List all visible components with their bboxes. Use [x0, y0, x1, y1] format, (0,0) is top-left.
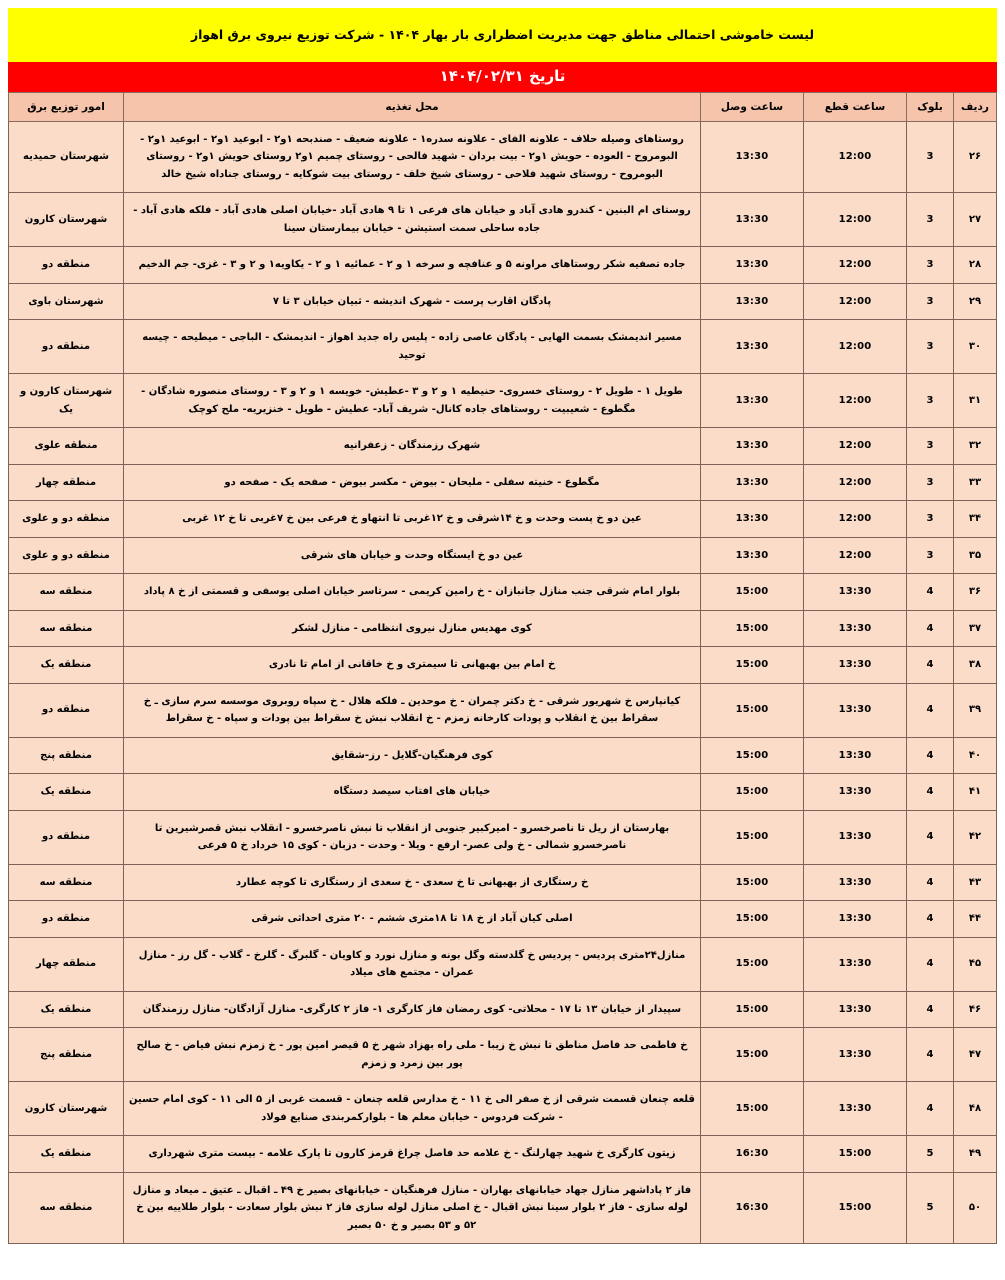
cell-block: 4	[907, 1028, 954, 1082]
table-header	[9, 92, 997, 121]
cell-radif: ۴۳	[954, 864, 997, 901]
cell-connect-time: 13:30	[701, 283, 804, 320]
cell-disconnect-time: 12:00	[804, 283, 907, 320]
cell-block: 4	[907, 774, 954, 811]
cell-block: 3	[907, 537, 954, 574]
cell-radif: ۲۷	[954, 193, 997, 247]
table-row	[9, 374, 997, 428]
table-row	[9, 774, 997, 811]
cell-feeding-location: مسیر اندیمشک بسمت الهایی - پادگان عاصی زاده - پلیس راه جدید اهواز - اندیمشک - الباجی - میطیحه - چیسه توحید	[124, 320, 701, 374]
cell-disconnect-time: 13:30	[804, 774, 907, 811]
cell-disconnect-time: 13:30	[804, 683, 907, 737]
column-header-block: بلوک	[907, 92, 954, 121]
cell-block: 3	[907, 464, 954, 501]
cell-radif: ۴۶	[954, 991, 997, 1028]
cell-block: 3	[907, 283, 954, 320]
cell-distribution-office: منطقه یک	[9, 1136, 124, 1173]
cell-distribution-office: شهرستان حمیدیه	[9, 121, 124, 193]
cell-distribution-office: منطقه پنج	[9, 1028, 124, 1082]
cell-feeding-location: کیانپارس خ شهریور شرقی - خ دکتر چمران - خ موحدین ـ فلکه هلال - خ سپاه روبروی موسسه سرم سازی ـ خ سقراط بین خ انقلاب و پودات کارخانه زمزم - خ انقلاب نبش خ سقراط بین پودات و سپاه - خ سقراط	[124, 683, 701, 737]
table-row	[9, 1082, 997, 1136]
cell-block: 3	[907, 428, 954, 465]
table-row	[9, 1028, 997, 1082]
cell-disconnect-time: 13:30	[804, 864, 907, 901]
cell-disconnect-time: 13:30	[804, 737, 907, 774]
cell-feeding-location: عین دو خ پست وحدت و خ ۱۴شرقی و خ ۱۲غربی تا انتهاو خ فرعی بین خ ۷غربی تا خ ۱۲ غربی	[124, 501, 701, 538]
table-row	[9, 320, 997, 374]
cell-radif: ۴۲	[954, 810, 997, 864]
cell-distribution-office: منطقه دو و علوی	[9, 537, 124, 574]
table-row	[9, 991, 997, 1028]
cell-block: 3	[907, 121, 954, 193]
cell-feeding-location: زیتون کارگری خ شهید چهارلنگ - خ علامه حد فاصل چراغ قرمز کارون تا پارک علامه - بیست متری شهرداری	[124, 1136, 701, 1173]
cell-connect-time: 15:00	[701, 774, 804, 811]
cell-connect-time: 15:00	[701, 937, 804, 991]
cell-disconnect-time: 12:00	[804, 537, 907, 574]
table-row	[9, 937, 997, 991]
table-row	[9, 283, 997, 320]
cell-block: 5	[907, 1172, 954, 1244]
cell-distribution-office: منطقه چهار	[9, 464, 124, 501]
cell-connect-time: 15:00	[701, 1028, 804, 1082]
cell-radif: ۴۵	[954, 937, 997, 991]
cell-connect-time: 13:30	[701, 121, 804, 193]
cell-connect-time: 15:00	[701, 737, 804, 774]
cell-connect-time: 15:00	[701, 901, 804, 938]
table-row	[9, 647, 997, 684]
cell-block: 4	[907, 683, 954, 737]
cell-radif: ۳۹	[954, 683, 997, 737]
table-row	[9, 501, 997, 538]
cell-connect-time: 13:30	[701, 247, 804, 284]
table-header-row	[9, 92, 997, 121]
cell-block: 4	[907, 991, 954, 1028]
cell-connect-time: 15:00	[701, 610, 804, 647]
cell-radif: ۴۸	[954, 1082, 997, 1136]
cell-disconnect-time: 12:00	[804, 374, 907, 428]
table-row	[9, 121, 997, 193]
cell-disconnect-time: 12:00	[804, 428, 907, 465]
cell-feeding-location: طویل ۱ - طویل ۲ - روستای خسروی- حنیطیه ۱ و ۲ و ۳ -عطیش- خویسه ۱ و ۲ و ۳ - روستای منصوره شادگان - مگطوع - شعیبیت - روستاهای جاده کانال- شریف آباد- عطیش - طویل - خنزیریه- ملح کوچک	[124, 374, 701, 428]
cell-distribution-office: منطقه دو	[9, 247, 124, 284]
cell-connect-time: 13:30	[701, 428, 804, 465]
cell-feeding-location: شهرک رزمندگان - زعفرانیه	[124, 428, 701, 465]
cell-connect-time: 15:00	[701, 647, 804, 684]
column-header-radif: ردیف	[954, 92, 997, 121]
cell-radif: ۴۹	[954, 1136, 997, 1173]
cell-distribution-office: منطقه دو	[9, 683, 124, 737]
column-header-feeding-location: محل تغذیه	[124, 92, 701, 121]
cell-connect-time: 13:30	[701, 501, 804, 538]
cell-feeding-location: اصلی کیان آباد از خ ۱۸ تا ۱۸متری ششم - ۲۰ متری احداثی شرقی	[124, 901, 701, 938]
cell-distribution-office: منطقه یک	[9, 774, 124, 811]
cell-connect-time: 15:00	[701, 574, 804, 611]
cell-block: 3	[907, 193, 954, 247]
cell-radif: ۲۶	[954, 121, 997, 193]
cell-block: 4	[907, 901, 954, 938]
table-row	[9, 864, 997, 901]
table-body	[9, 121, 997, 1244]
cell-connect-time: 15:00	[701, 991, 804, 1028]
cell-connect-time: 15:00	[701, 810, 804, 864]
cell-disconnect-time: 15:00	[804, 1136, 907, 1173]
cell-disconnect-time: 13:30	[804, 610, 907, 647]
cell-connect-time: 15:00	[701, 864, 804, 901]
cell-block: 4	[907, 647, 954, 684]
table-row	[9, 810, 997, 864]
cell-disconnect-time: 13:30	[804, 810, 907, 864]
cell-disconnect-time: 12:00	[804, 501, 907, 538]
cell-block: 4	[907, 574, 954, 611]
cell-disconnect-time: 13:30	[804, 937, 907, 991]
cell-distribution-office: شهرستان کارون	[9, 193, 124, 247]
cell-feeding-location: کوی فرهنگیان-گلایل - رز-شقایق	[124, 737, 701, 774]
cell-connect-time: 15:00	[701, 683, 804, 737]
cell-feeding-location: خ رستگاری از بهبهانی تا خ سعدی - خ سعدی از رستگاری تا کوچه عطارد	[124, 864, 701, 901]
cell-radif: ۴۱	[954, 774, 997, 811]
cell-connect-time: 13:30	[701, 464, 804, 501]
cell-radif: ۳۳	[954, 464, 997, 501]
cell-disconnect-time: 13:30	[804, 1082, 907, 1136]
cell-connect-time: 13:30	[701, 193, 804, 247]
cell-distribution-office: منطقه چهار	[9, 937, 124, 991]
cell-disconnect-time: 13:30	[804, 1028, 907, 1082]
cell-distribution-office: منطقه دو	[9, 320, 124, 374]
column-header-connect-time: ساعت وصل	[701, 92, 804, 121]
page-title: لیست خاموشی احتمالی مناطق جهت مدیریت اضطراری بار بهار ۱۴۰۴ - شرکت توزیع نیروی برق اهواز	[8, 8, 997, 62]
cell-distribution-office: منطقه دو و علوی	[9, 501, 124, 538]
cell-feeding-location: بهارستان از ریل تا ناصرخسرو - امیرکبیر جنوبی از انقلاب تا نبش ناصرخسرو - انقلاب نبش قصرشیرین تا ناصرخسرو شمالی - خ ولی عصر- ارفع - ویلا - وحدت - دزبان - کوی ۱۵ خرداد خ ۵ فرعی	[124, 810, 701, 864]
cell-connect-time: 13:30	[701, 374, 804, 428]
cell-radif: ۲۹	[954, 283, 997, 320]
cell-distribution-office: منطقه دو	[9, 810, 124, 864]
cell-feeding-location: روستای ام البنین - کندرو هادی آباد و خیابان های فرعی ۱ تا ۹ هادی آباد -خیابان اصلی هادی آباد - فلکه هادی آباد - جاده ساحلی سمت استیشن - خیابان بیمارستان سینا	[124, 193, 701, 247]
cell-block: 4	[907, 1082, 954, 1136]
cell-connect-time: 13:30	[701, 537, 804, 574]
cell-connect-time: 15:00	[701, 1082, 804, 1136]
cell-feeding-location: مگطوع - خنیته سفلی - ملیحان - بیوض - مکسر بیوض - صفحه یک - صفحه دو	[124, 464, 701, 501]
cell-block: 4	[907, 610, 954, 647]
table-row	[9, 737, 997, 774]
cell-distribution-office: منطقه یک	[9, 991, 124, 1028]
cell-block: 4	[907, 810, 954, 864]
cell-distribution-office: منطقه سه	[9, 610, 124, 647]
table-row	[9, 574, 997, 611]
cell-radif: ۳۶	[954, 574, 997, 611]
column-header-disconnect-time: ساعت قطع	[804, 92, 907, 121]
cell-radif: ۳۲	[954, 428, 997, 465]
cell-disconnect-time: 12:00	[804, 193, 907, 247]
table-row	[9, 1172, 997, 1244]
cell-feeding-location: منازل۲۴متری پردیس - پردیس خ گلدسته وگل بونه و منازل نورد و کاویان - گلبرگ - گلرخ - گلاب - گل رز - منازل عمران - مجتمع های میلاد	[124, 937, 701, 991]
cell-feeding-location: روستاهای وصیله حلاف - علاونه الفای - علاونه سدره۱ - علاونه ضعیف - صندبحه ۱و۲ - ابوعید ۱و۲ - ابوعید ۱و۲ - البومروح - العوده - حویش ۱و۲ - بیت بردان - شهید فالحی - روستای چمیم ۱و۲ روستای حویش ۱و۲ - روستای البومروح - روستای شهید فلاحی - روستای شیخ خلف - روستای بیت شوکایه - روستای جناداه شیخ خالد	[124, 121, 701, 193]
cell-radif: ۳۷	[954, 610, 997, 647]
cell-radif: ۳۰	[954, 320, 997, 374]
cell-feeding-location: جاده تصفیه شکر روستاهای مراونه ۵ و عنافچه و سرخه ۱ و ۲ - عمائیه ۱ و ۲ - یکاویه۱ و ۲ و ۳ - غزی- جم الدخیم	[124, 247, 701, 284]
cell-block: 4	[907, 937, 954, 991]
table-row	[9, 193, 997, 247]
cell-feeding-location: کوی مهدیس منازل نیروی انتظامی - منازل لشکر	[124, 610, 701, 647]
outage-table	[8, 92, 997, 1245]
cell-block: 3	[907, 247, 954, 284]
table-row	[9, 537, 997, 574]
cell-distribution-office: منطقه سه	[9, 864, 124, 901]
cell-feeding-location: خ فاطمی حد فاصل مناطق تا نبش خ زیبا - ملی راه بهزاد شهر خ ۵ قیصر امین پور - خ زمزم نبش فیاض - خ صالح پور بین زمرد و زمزم	[124, 1028, 701, 1082]
cell-disconnect-time: 12:00	[804, 464, 907, 501]
table-row	[9, 428, 997, 465]
cell-distribution-office: شهرستان کارون و یک	[9, 374, 124, 428]
cell-disconnect-time: 13:30	[804, 901, 907, 938]
cell-distribution-office: شهرستان کارون	[9, 1082, 124, 1136]
column-header-distribution-office: امور توزیع برق	[9, 92, 124, 121]
table-row	[9, 464, 997, 501]
cell-distribution-office: منطقه پنج	[9, 737, 124, 774]
cell-feeding-location: خیابان های افتاب سیصد دستگاه	[124, 774, 701, 811]
cell-radif: ۲۸	[954, 247, 997, 284]
cell-disconnect-time: 15:00	[804, 1172, 907, 1244]
cell-disconnect-time: 12:00	[804, 247, 907, 284]
cell-connect-time: 13:30	[701, 320, 804, 374]
table-row	[9, 901, 997, 938]
cell-disconnect-time: 13:30	[804, 647, 907, 684]
cell-block: 4	[907, 864, 954, 901]
cell-distribution-office: منطقه سه	[9, 1172, 124, 1244]
cell-radif: ۳۸	[954, 647, 997, 684]
cell-disconnect-time: 12:00	[804, 121, 907, 193]
cell-radif: ۴۰	[954, 737, 997, 774]
cell-connect-time: 16:30	[701, 1172, 804, 1244]
table-row	[9, 1136, 997, 1173]
cell-feeding-location: خ امام بین بهبهانی تا سیمتری و خ خاقانی از امام تا نادری	[124, 647, 701, 684]
cell-block: 3	[907, 501, 954, 538]
cell-block: 3	[907, 374, 954, 428]
cell-distribution-office: منطقه یک	[9, 647, 124, 684]
cell-radif: ۴۷	[954, 1028, 997, 1082]
cell-radif: ۳۱	[954, 374, 997, 428]
table-row	[9, 610, 997, 647]
cell-feeding-location: بلوار امام شرقی جنب منازل جانبازان - خ رامین کریمی - سرتاسر خیابان اصلی یوسفی و قسمتی از خ ۸ پاداد	[124, 574, 701, 611]
cell-distribution-office: منطقه سه	[9, 574, 124, 611]
cell-radif: ۳۵	[954, 537, 997, 574]
schedule-date-banner: تاریخ ۱۴۰۴/۰۲/۳۱	[8, 62, 997, 92]
cell-feeding-location: پادگان اقارب پرست - شهرک اندیشه - ثبیان خیابان ۳ تا ۷	[124, 283, 701, 320]
cell-block: 4	[907, 737, 954, 774]
cell-connect-time: 16:30	[701, 1136, 804, 1173]
table-row	[9, 683, 997, 737]
cell-radif: ۳۴	[954, 501, 997, 538]
cell-block: 3	[907, 320, 954, 374]
cell-feeding-location: سپیدار از خیابان ۱۳ تا ۱۷ - محلاتی- کوی رمضان فاز کارگری ۱- فاز ۲ کارگری- منازل آزادگان- منازل رزمندگان	[124, 991, 701, 1028]
cell-distribution-office: منطقه دو	[9, 901, 124, 938]
table-row	[9, 247, 997, 284]
cell-disconnect-time: 13:30	[804, 991, 907, 1028]
cell-feeding-location: قلعه چنعان قسمت شرقی از خ صفر الی خ ۱۱ - خ مدارس قلعه چنعان - قسمت غربی از ۵ الی ۱۱ - کوی امام حسین - شرکت فردوس - خیابان معلم ها - بلوارکمربندی صنایع فولاد	[124, 1082, 701, 1136]
cell-distribution-office: شهرستان باوی	[9, 283, 124, 320]
cell-block: 5	[907, 1136, 954, 1173]
cell-radif: ۴۴	[954, 901, 997, 938]
cell-disconnect-time: 12:00	[804, 320, 907, 374]
cell-disconnect-time: 13:30	[804, 574, 907, 611]
cell-radif: ۵۰	[954, 1172, 997, 1244]
cell-distribution-office: منطقه علوی	[9, 428, 124, 465]
cell-feeding-location: فاز ۲ پاداشهر منازل جهاد خیابانهای بهاران - منازل فرهنگیان - خیابانهای بصیر خ ۴۹ ـ اقبال ـ عتیق ـ میعاد و منازل لوله سازی - فاز ۲ بلوار سینا نبش اقبال - خ اصلی منازل لوله سازی فاز ۲ نبش بلوار سعادت - بلوار طلاییه بین خ ۵۲ و ۵۳ بصیر و خ ۵۰ بصیر	[124, 1172, 701, 1244]
cell-feeding-location: عین دو خ ایستگاه وحدت و خیابان های شرقی	[124, 537, 701, 574]
